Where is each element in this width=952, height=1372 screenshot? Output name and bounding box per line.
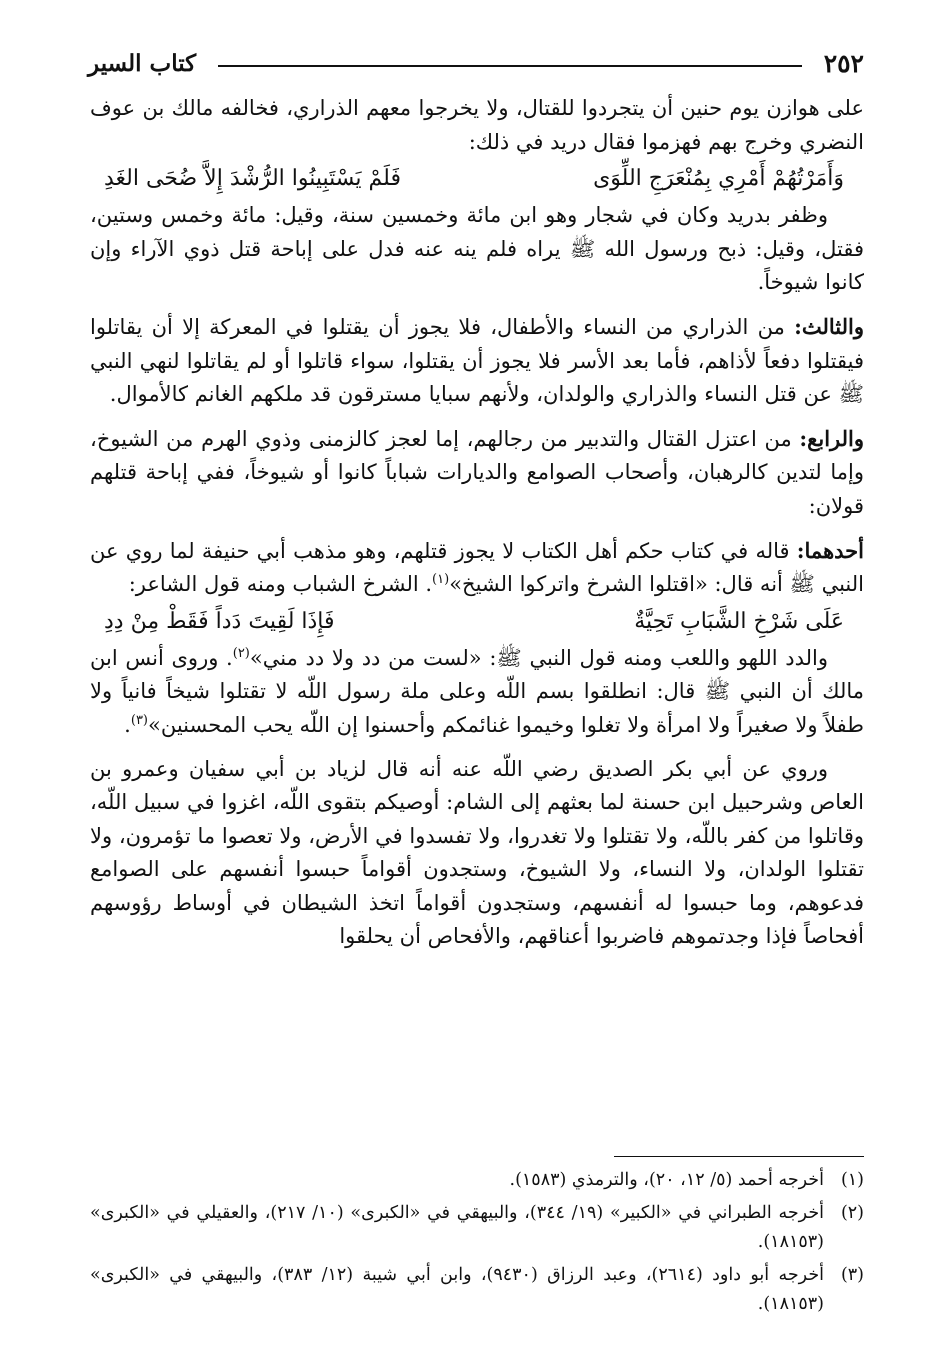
paragraph-7: وروي عن أبي بكر الصديق رضي اللّه عنه أنه قال لزياد بن أبي سفيان وعمرو بن العاص وشرحبيل ابن حسنة لما بعثهم إلى الشام: أوصيكم بتقوى اللّه، اغزوا في سبيل اللّه، وقاتلوا من كفر باللّه، ولا تقتلوا ولا تغدروا، ولا تفسدوا في الأرض، ولا تعصوا ما تؤمرون، ولا تقتلوا الولدان، ولا النساء، ولا الشيوخ، وستجدون أقواماً حبسوا أنفسهم على الصوامع فدعوهم، وما حبسوا له أنفسهم، وستجدون أقواماً اتخذ الشيطان في أوساط رؤوسهم أفحاصاً فإذا وجدتموهم فاضربوا أعناقهم، والأفحاص أن يحلقوا bbox=[90, 756, 864, 949]
header-rule bbox=[218, 65, 802, 67]
paragraph-1: على هوازن يوم حنين أن يتجردوا للقتال، ولا يخرجوا معهم الذراري، فخالفه مالك بن عوف النضري وخرج بهم فهزموا فقال دريد في ذلك: bbox=[90, 96, 864, 154]
verse-2-first-hemistich: عَلَى شَرْخِ الشَّبَابِ تَحِيَّةٌ bbox=[634, 608, 844, 634]
paragraph-3-label: والثالث: bbox=[794, 313, 864, 339]
paragraph-3-text: من الذراري من النساء والأطفال، فلا يجوز أن يقتلوا في المعركة إلا أن يقاتلوا فيقتلوا دفعاً لأذاهم، فأما بعد الأسر فلا يجوز أن يقتلوا، سواء قاتلوا أو لم يقاتلوا لنهي النبي ﷺ عن قتل النساء والذراري والولدان، ولأنهم سبايا مسترقون قد ملكهم الغانم كالأموال. bbox=[90, 314, 864, 407]
footnote-ref-2[interactable]: (٢) bbox=[232, 645, 250, 661]
paragraph-5-label: أحدهما: bbox=[796, 537, 864, 563]
footnote-text: أخرجه أبو داود (٢٦١٤)، وعبد الرزاق (٩٤٣٠)، وابن أبي شيبة (١٢/ ٣٨٣)، والبيهقي في «الكبرى» (١٨١٥٣). bbox=[90, 1265, 825, 1314]
footnote-number: (١) bbox=[840, 1170, 864, 1190]
footnote-text: أخرجه الطبراني في «الكبير» (١٩/ ٣٤٤)، والبيهقي في «الكبرى» (١٠/ ٢١٧)، والعقيلي في «الكبرى» (١٨١٥٣). bbox=[90, 1203, 825, 1252]
paragraph-4-label: والرابع: bbox=[799, 425, 864, 451]
footnote-3 bbox=[90, 1261, 864, 1319]
paragraph-4 bbox=[90, 422, 864, 524]
footnote-text: أخرجه أحمد (٥/ ١٢، ٢٠)، والترمذي (١٥٨٣). bbox=[509, 1170, 824, 1190]
footnote-number: (٣) bbox=[840, 1265, 864, 1285]
paragraph-6-text-a: والدد اللهو واللعب ومنه قول النبي ﷺ: «لست من دد ولا دد مني» bbox=[249, 645, 828, 670]
footnote-1 bbox=[90, 1166, 864, 1195]
verse-1 bbox=[90, 159, 864, 199]
verse-2 bbox=[90, 602, 864, 642]
paragraph-5-text-b: . الشرخ الشباب ومنه قول الشاعر: bbox=[128, 572, 433, 597]
verse-2-second-hemistich: فَإِذَا لَقِيتَ دَداً فَقَطْ مِنْ دِدِ bbox=[104, 608, 335, 634]
paragraph-3 bbox=[90, 310, 864, 412]
footnote-separator bbox=[614, 1156, 864, 1157]
footnote-2 bbox=[90, 1199, 864, 1257]
page-header bbox=[88, 46, 864, 80]
paragraph-2: وظفر بدريد وكان في شجار وهو ابن مائة وخمسين سنة، وقيل: مائة وخمس وستين، فقتل، وقيل: ذبح ورسول الله ﷺ يراه فلم ينه عنه فدل على إباحة قتل ذوي الآراء وإن كانوا شيوخاً. bbox=[90, 203, 864, 295]
page-number: ٢٥٢ bbox=[823, 48, 864, 78]
paragraph-5 bbox=[90, 534, 864, 602]
footnote-ref-1[interactable]: (١) bbox=[432, 572, 450, 588]
paragraph-4-text: من اعتزل القتال والتدبير من رجالهم، إما لعجز كالزمنى وذوي الهرم من الشيوخ، وإما لتدين كالرهبان، وأصحاب الصوامع والديارات شباباً كانوا أو شيوخاً، ففي إباحة قتلهم قولان: bbox=[90, 426, 864, 518]
paragraph-6-text-b: . وروى أنس ابن مالك أن النبي ﷺ قال: انطلقوا بسم اللّه وعلى ملة رسول اللّه لا تقتلوا شيخاً فانياً ولا طفلاً ولا صغيراً ولا امرأة ولا تغلوا وخيموا غنائمكم وأحسنوا إن اللّه يحب المحسنين» bbox=[90, 645, 864, 737]
verse-1-second-hemistich: فَلَمْ يَسْتَبِينُوا الرُّشْدَ إِلاَّ ضُحَى الغَدِ bbox=[104, 166, 401, 192]
footnotes bbox=[90, 1166, 864, 1323]
footnote-ref-3[interactable]: (٣) bbox=[130, 712, 148, 728]
verse-1-first-hemistich: وَأَمَرْتُهُمْ أَمْرِي بِمُنْعَرَجِ اللِّوَى bbox=[593, 166, 844, 192]
running-title: كتاب السير bbox=[88, 49, 197, 77]
paragraph-6-text-c: . bbox=[124, 712, 131, 737]
paragraph-5-text-a: قاله في كتاب حكم أهل الكتاب لا يجوز قتلهم، وهو مذهب أبي حنيفة لما روي عن النبي ﷺ أنه قال: «اقتلوا الشرخ واتركوا الشيخ» bbox=[90, 538, 864, 597]
footnote-number: (٢) bbox=[840, 1203, 864, 1223]
paragraph-6 bbox=[90, 642, 864, 743]
main-text bbox=[90, 92, 864, 954]
